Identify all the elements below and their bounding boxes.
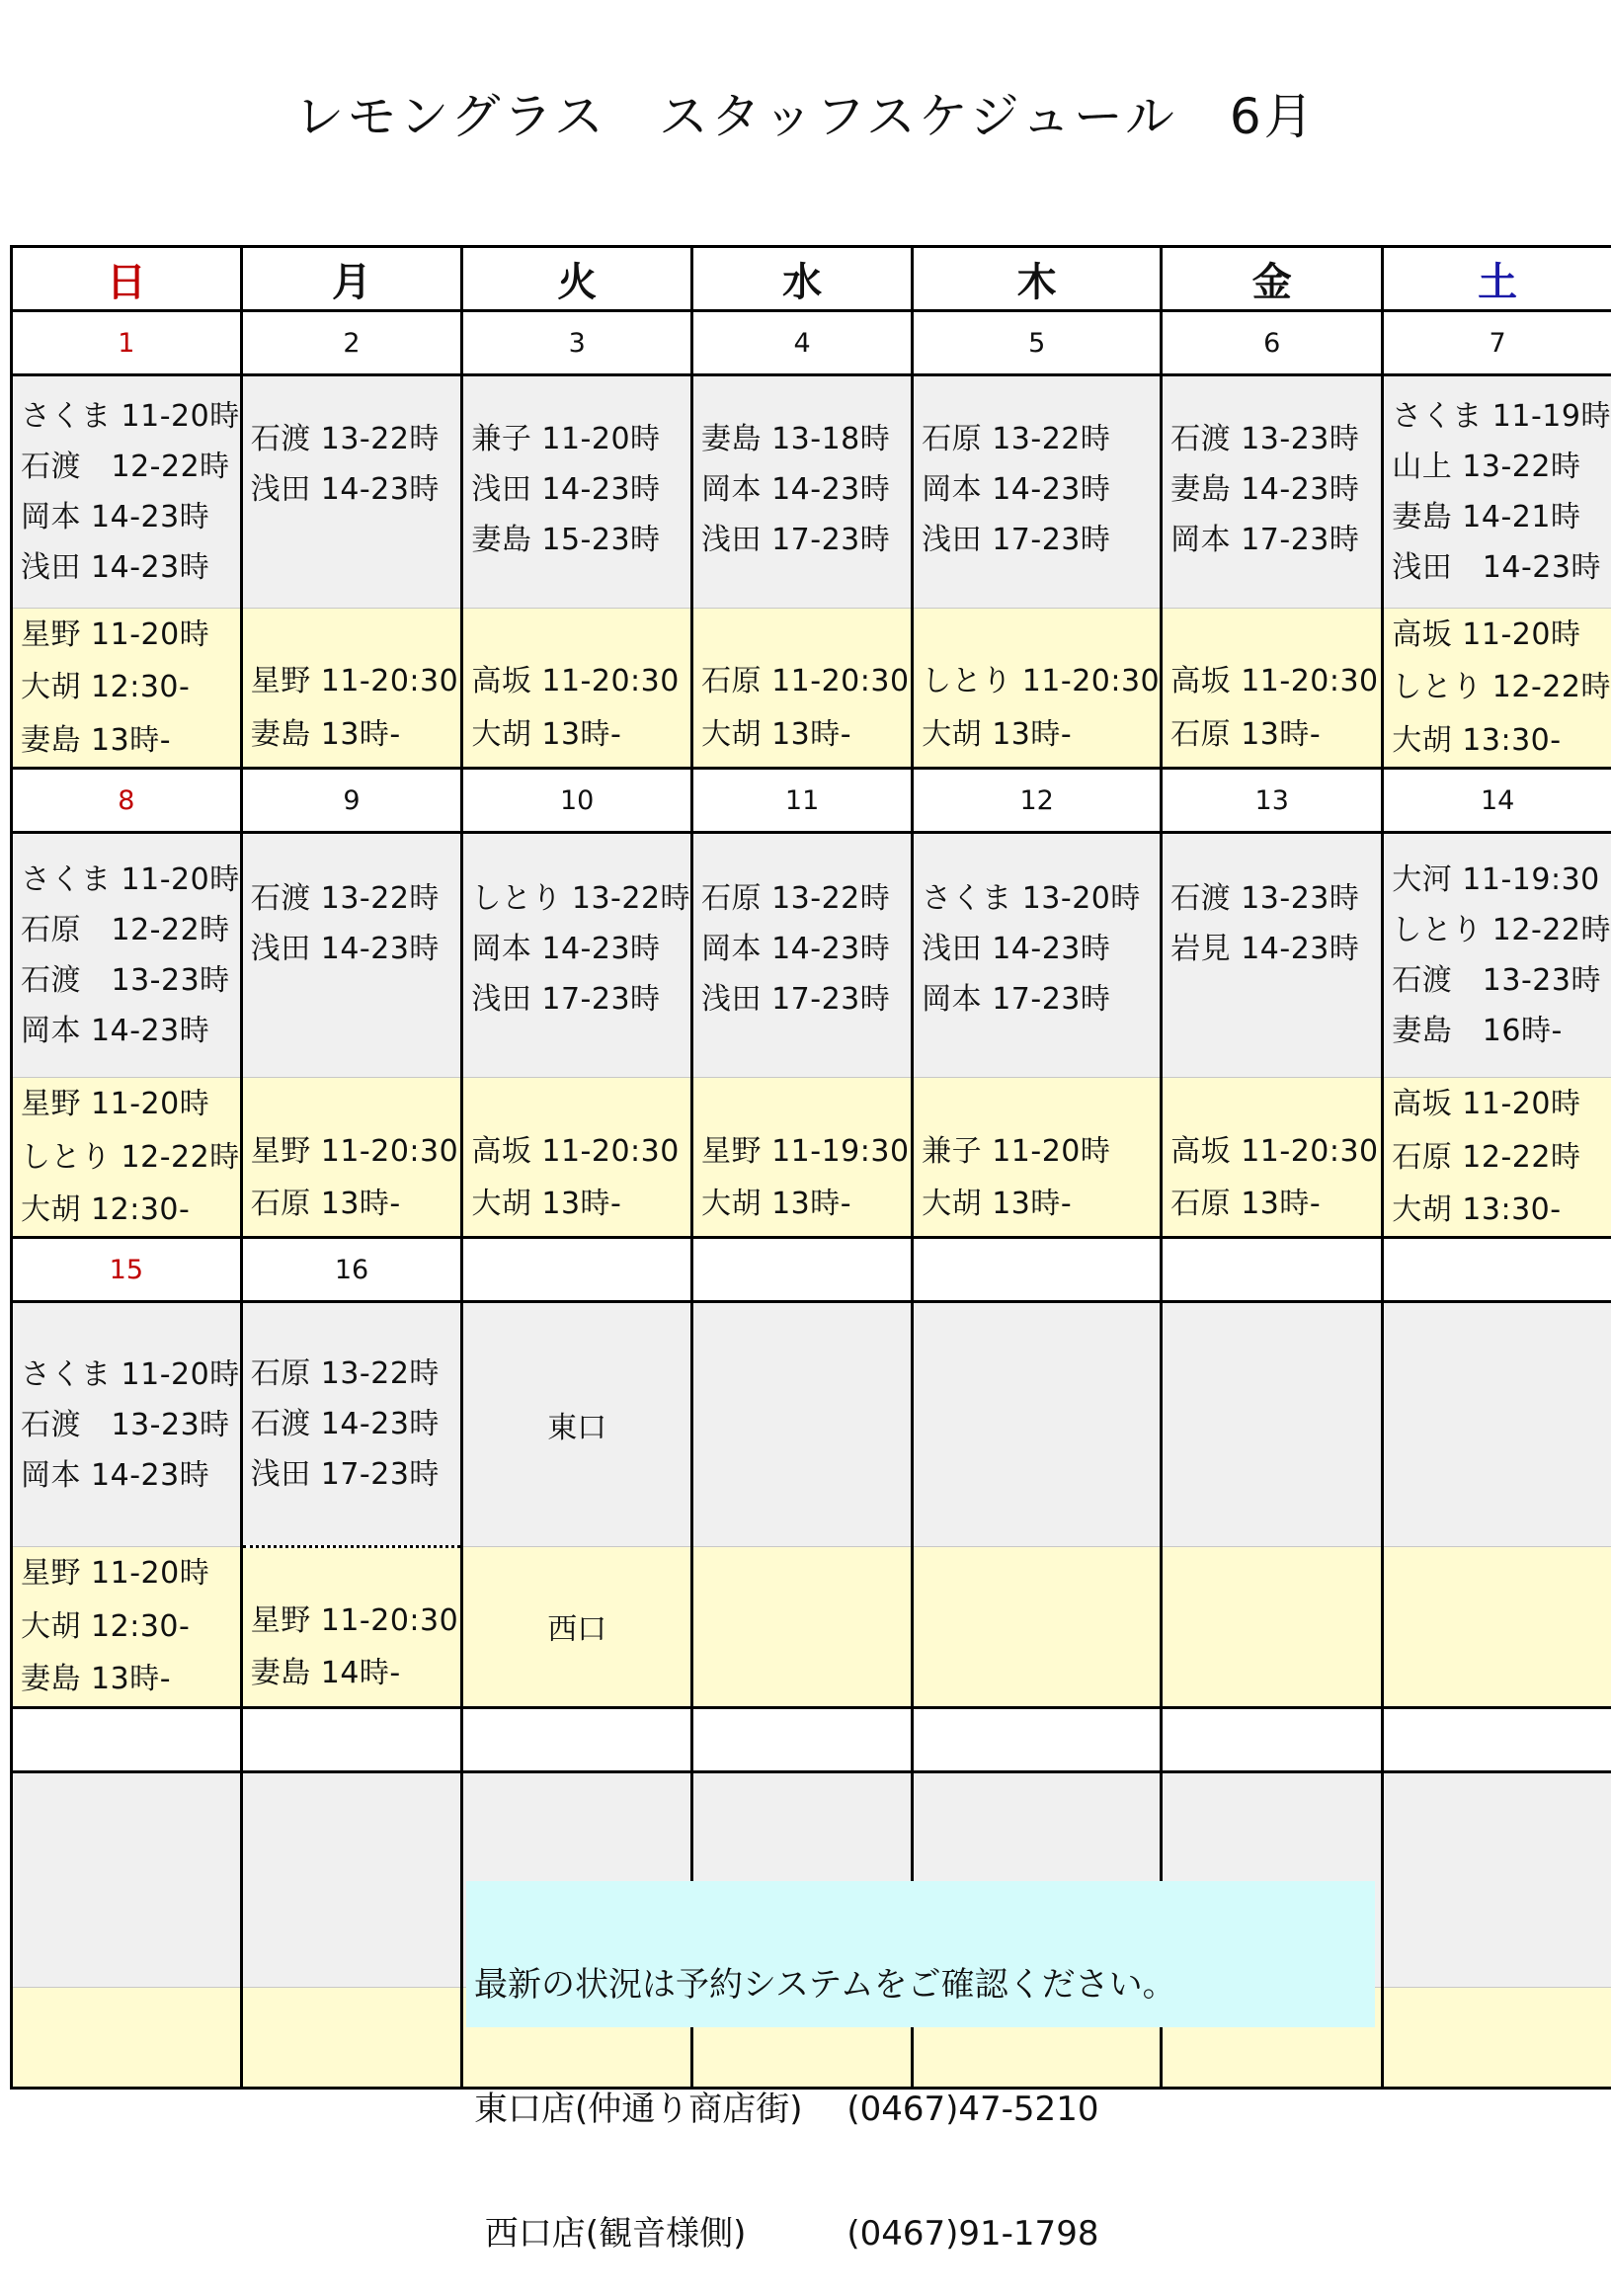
shift-entry: 高坂 11-20:30 — [471, 655, 690, 707]
shift-entry: さくま 11-19時 — [1392, 391, 1611, 442]
shift-entry: 石渡 13-23時 — [1170, 873, 1381, 924]
date-cell — [913, 1238, 1162, 1302]
east-store-label: 東口 — [462, 1302, 692, 1547]
shift-entry: 浅田 14-23時 — [251, 464, 461, 515]
east-shift-cell — [913, 833, 1162, 1078]
west-shift-cell — [241, 1547, 462, 1707]
shift-entry: 大胡 13時- — [471, 1178, 690, 1230]
west-shift-cell — [692, 1547, 913, 1707]
shift-entry: 石原 12-22時 — [1392, 1131, 1611, 1184]
date-row — [12, 1238, 1611, 1302]
date-cell: 15 — [12, 1238, 242, 1302]
date-cell: 11 — [692, 769, 913, 833]
shift-entry: 大胡 13時- — [922, 708, 1160, 761]
date-cell: 16 — [241, 1238, 462, 1302]
shift-entry: 妻島 13時- — [21, 1653, 240, 1705]
shift-entry: 星野 11-20:30 — [251, 655, 461, 707]
shift-entry: 岡本 14-23時 — [21, 1450, 240, 1501]
shift-entry: 山上 13-22時 — [1392, 442, 1611, 492]
shift-entry: 浅田 14-23時 — [471, 464, 690, 515]
weekday-thursday: 木 — [913, 247, 1162, 311]
date-cell: 2 — [241, 311, 462, 375]
schedule-calendar — [10, 245, 1611, 2090]
shift-entry: 石渡 13-23時 — [1170, 414, 1381, 464]
shift-entry: 星野 11-20時 — [21, 1078, 240, 1130]
west-shift-cell — [12, 1078, 242, 1238]
shift-entry: 大胡 13:30- — [1392, 1184, 1611, 1236]
shift-entry: 星野 11-19:30 — [701, 1125, 911, 1178]
east-shift-cell — [1162, 375, 1383, 609]
shift-entry: 岡本 14-23時 — [471, 924, 690, 974]
shift-entry: しとり 12-22時 — [1392, 661, 1611, 713]
east-store-phone: 東口店(仲通り商店街) (0467)47-5210 — [474, 2089, 1375, 2130]
west-shift-row — [12, 1078, 1611, 1238]
shift-entry: 大胡 13時- — [471, 708, 690, 761]
east-shift-cell — [241, 833, 462, 1078]
east-shift-cell — [1383, 1771, 1611, 1987]
west-shift-cell — [1162, 1547, 1383, 1707]
shift-entry: 浅田 17-23時 — [251, 1449, 461, 1500]
shift-entry: 岡本 17-23時 — [922, 974, 1160, 1025]
shift-entry: 石原 13-22時 — [922, 414, 1160, 464]
shift-entry: 石原 13時- — [251, 1178, 461, 1230]
date-cell: 14 — [1383, 769, 1611, 833]
shift-entry: 石原 13時- — [1170, 1178, 1381, 1230]
date-cell: 5 — [913, 311, 1162, 375]
west-store-phone: 西口店(観音様側) (0467)91-1798 — [474, 2213, 1375, 2255]
weekday-sunday: 日 — [12, 247, 242, 311]
west-shift-cell — [241, 1987, 462, 2088]
date-cell: 8 — [12, 769, 242, 833]
shift-entry: 石原 13時- — [1170, 708, 1381, 761]
west-shift-cell — [1162, 609, 1383, 769]
west-shift-cell — [1383, 1987, 1611, 2088]
shift-entry: 石原 13-22時 — [251, 1349, 461, 1399]
date-cell: 4 — [692, 311, 913, 375]
east-shift-cell — [1162, 1302, 1383, 1547]
shift-entry: 妻島 16時- — [1392, 1006, 1611, 1056]
date-cell — [462, 1707, 692, 1771]
east-shift-cell — [462, 375, 692, 609]
east-shift-cell — [241, 1771, 462, 1987]
shift-entry: 妻島 13-18時 — [701, 414, 911, 464]
date-cell — [1162, 1707, 1383, 1771]
shift-entry: 石原 13-22時 — [701, 873, 911, 924]
date-cell — [692, 1707, 913, 1771]
shift-entry: 妻島 14時- — [251, 1647, 461, 1699]
shift-entry: しとり 11-20:30 — [922, 655, 1160, 707]
shift-entry: さくま 11-20時 — [21, 391, 240, 442]
west-shift-cell — [241, 1078, 462, 1238]
date-cell: 1 — [12, 311, 242, 375]
shift-entry: 妻島 13時- — [21, 714, 240, 767]
west-shift-cell — [462, 1078, 692, 1238]
shift-entry: 石原 11-20:30 — [701, 655, 911, 707]
shift-entry: 岡本 14-23時 — [922, 464, 1160, 515]
weekday-header-row — [12, 247, 1611, 311]
shift-entry: 浅田 14-23時 — [1392, 542, 1611, 593]
east-shift-cell — [12, 833, 242, 1078]
shift-entry: 石渡 14-23時 — [251, 1399, 461, 1449]
east-shift-cell — [913, 375, 1162, 609]
weekday-friday: 金 — [1162, 247, 1383, 311]
west-shift-cell — [462, 609, 692, 769]
shift-entry: しとり 13-22時 — [471, 873, 690, 924]
east-shift-row — [12, 375, 1611, 609]
east-shift-cell — [692, 1302, 913, 1547]
east-shift-cell — [1383, 833, 1611, 1078]
east-shift-cell — [692, 375, 913, 609]
shift-entry: 浅田 14-23時 — [922, 924, 1160, 974]
shift-entry: 浅田 14-23時 — [21, 542, 240, 593]
east-shift-cell — [1383, 1302, 1611, 1547]
west-shift-cell — [1383, 609, 1611, 769]
shift-entry: 大胡 13時- — [701, 1178, 911, 1230]
shift-entry: 浅田 17-23時 — [922, 515, 1160, 565]
east-shift-cell — [12, 1302, 242, 1547]
west-shift-cell — [12, 1987, 242, 2088]
west-shift-cell — [12, 1547, 242, 1707]
shift-entry: 星野 11-20:30 — [251, 1125, 461, 1178]
date-cell — [692, 1238, 913, 1302]
shift-entry: 浅田 17-23時 — [701, 515, 911, 565]
shift-entry: 大胡 13:30- — [1392, 714, 1611, 767]
shift-entry: 妻島 15-23時 — [471, 515, 690, 565]
west-shift-cell — [12, 609, 242, 769]
date-cell — [1162, 1238, 1383, 1302]
shift-entry: 岡本 17-23時 — [1170, 515, 1381, 565]
west-shift-row — [12, 609, 1611, 769]
shift-entry: 浅田 14-23時 — [251, 924, 461, 974]
shift-entry: 兼子 11-20時 — [471, 414, 690, 464]
shift-entry: 大河 11-19:30 — [1392, 855, 1611, 905]
east-shift-cell — [913, 1302, 1162, 1547]
shift-entry: 石渡 13-23時 — [21, 955, 240, 1006]
shift-entry: 大胡 13時- — [922, 1178, 1160, 1230]
shift-entry: 妻島 14-21時 — [1392, 492, 1611, 542]
east-shift-cell — [241, 375, 462, 609]
east-shift-row — [12, 833, 1611, 1078]
weekday-tuesday: 火 — [462, 247, 692, 311]
shift-entry: 岡本 14-23時 — [21, 1006, 240, 1056]
east-shift-cell — [12, 1771, 242, 1987]
shift-entry: 星野 11-20:30 — [251, 1595, 461, 1647]
shift-entry: 大胡 13時- — [701, 708, 911, 761]
west-shift-cell — [1383, 1078, 1611, 1238]
shift-entry: 石渡 13-22時 — [251, 873, 461, 924]
west-shift-cell — [913, 1078, 1162, 1238]
shift-entry: 兼子 11-20時 — [922, 1125, 1160, 1178]
page-title: レモングラス スタッフスケジュール 6月 — [0, 77, 1611, 148]
date-cell — [913, 1707, 1162, 1771]
east-shift-cell — [462, 833, 692, 1078]
shift-entry: さくま 11-20時 — [21, 855, 240, 905]
date-cell: 13 — [1162, 769, 1383, 833]
shift-entry: 石渡 13-23時 — [21, 1400, 240, 1450]
date-cell: 7 — [1383, 311, 1611, 375]
east-shift-cell — [1162, 833, 1383, 1078]
date-cell — [12, 1707, 242, 1771]
west-store-label: 西口 — [462, 1547, 692, 1707]
west-shift-cell — [913, 1547, 1162, 1707]
shift-entry: 高坂 11-20:30 — [1170, 655, 1381, 707]
shift-entry: 妻島 13時- — [251, 708, 461, 761]
west-shift-cell — [1383, 1547, 1611, 1707]
date-cell — [1383, 1707, 1611, 1771]
date-row — [12, 311, 1611, 375]
shift-entry: 岡本 14-23時 — [701, 464, 911, 515]
west-shift-cell — [692, 609, 913, 769]
shift-entry: 浅田 17-23時 — [701, 974, 911, 1025]
shift-entry: 石渡 13-22時 — [251, 414, 461, 464]
shift-entry: 星野 11-20時 — [21, 609, 240, 661]
date-cell — [1383, 1238, 1611, 1302]
west-shift-cell — [1162, 1078, 1383, 1238]
weekday-saturday: 土 — [1383, 247, 1611, 311]
date-cell: 9 — [241, 769, 462, 833]
shift-entry: 高坂 11-20時 — [1392, 1078, 1611, 1130]
date-row — [12, 1707, 1611, 1771]
shift-entry: 石原 12-22時 — [21, 905, 240, 955]
west-shift-cell — [913, 609, 1162, 769]
east-shift-cell — [12, 375, 242, 609]
west-shift-cell — [241, 609, 462, 769]
weekday-wednesday: 水 — [692, 247, 913, 311]
shift-entry: 石渡 13-23時 — [1392, 955, 1611, 1006]
shift-entry: 石渡 12-22時 — [21, 442, 240, 492]
contact-notice — [466, 1881, 1375, 2027]
date-cell — [241, 1707, 462, 1771]
shift-entry: さくま 13-20時 — [922, 873, 1160, 924]
date-cell — [462, 1238, 692, 1302]
date-row — [12, 769, 1611, 833]
shift-entry: しとり 12-22時 — [21, 1131, 240, 1184]
shift-entry: さくま 11-20時 — [21, 1350, 240, 1400]
notice-line: 最新の状況は予約システムをご確認ください。 — [474, 1964, 1375, 2006]
west-shift-cell — [692, 1078, 913, 1238]
shift-entry: 妻島 14-23時 — [1170, 464, 1381, 515]
east-shift-cell — [692, 833, 913, 1078]
shift-entry: 星野 11-20時 — [21, 1547, 240, 1599]
weekday-monday: 月 — [241, 247, 462, 311]
shift-entry: 大胡 12:30- — [21, 661, 240, 713]
shift-entry: しとり 12-22時 — [1392, 905, 1611, 955]
shift-entry: 大胡 12:30- — [21, 1600, 240, 1653]
east-shift-cell — [1383, 375, 1611, 609]
shift-entry: 岩見 14-23時 — [1170, 924, 1381, 974]
date-cell: 10 — [462, 769, 692, 833]
east-shift-cell — [241, 1302, 462, 1547]
shift-entry: 岡本 14-23時 — [21, 492, 240, 542]
shift-entry: 高坂 11-20時 — [1392, 609, 1611, 661]
shift-entry: 浅田 17-23時 — [471, 974, 690, 1025]
west-shift-row — [12, 1547, 1611, 1707]
east-shift-row — [12, 1302, 1611, 1547]
shift-entry: 高坂 11-20:30 — [471, 1125, 690, 1178]
date-cell: 12 — [913, 769, 1162, 833]
date-cell: 3 — [462, 311, 692, 375]
shift-entry: 高坂 11-20:30 — [1170, 1125, 1381, 1178]
shift-entry: 岡本 14-23時 — [701, 924, 911, 974]
date-cell: 6 — [1162, 311, 1383, 375]
shift-entry: 大胡 12:30- — [21, 1184, 240, 1236]
